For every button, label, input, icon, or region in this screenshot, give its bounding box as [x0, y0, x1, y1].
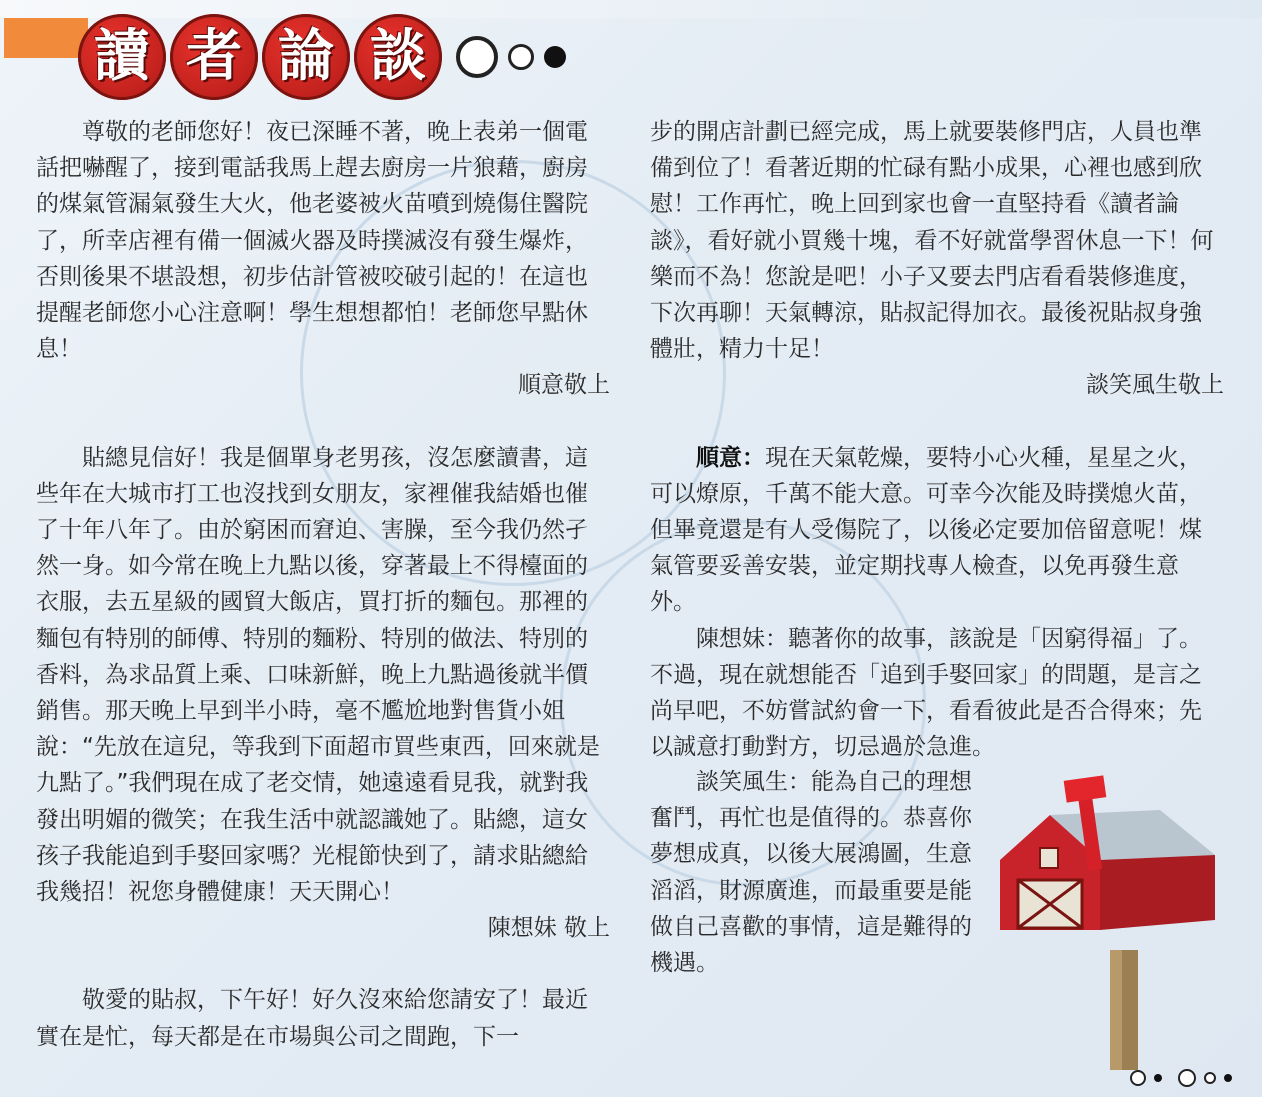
- circle-outline-icon: [456, 36, 498, 78]
- mailbox-side: [1100, 855, 1215, 930]
- circle-filled-icon: [1154, 1074, 1162, 1082]
- title-char: 論: [262, 14, 350, 100]
- circle-outline-icon: [1204, 1072, 1216, 1084]
- mailbox-window: [1040, 848, 1058, 868]
- left-column: [36, 114, 610, 1055]
- reply-text: 聽著你的故事，該說是「因窮得福」了。不過，現在就想能否「追到手娶回家」的問題，是言之尚早吧，不妨嘗試約會一下，看看彼此是否合得來；先以誠意打動對方，切忌過於急進。: [650, 625, 1202, 761]
- circle-outline-icon: [1178, 1069, 1196, 1087]
- circle-outline-icon: [508, 44, 534, 70]
- reply-paragraph: [650, 440, 1224, 621]
- reply-text: 現在天氣乾燥，要特小心火種，星星之火，可以燎原，千萬不能大意。可幸今次能及時撲熄火苗，但畢竟還是有人受傷院了，以後必定要加倍留意呢！煤氣管要妥善安裝，並定期找專人檢查，以免再發生意外。: [650, 444, 1202, 616]
- reply-name: 談笑風生：: [696, 769, 811, 795]
- circle-filled-icon: [1224, 1074, 1232, 1082]
- reply-narrow-block: [650, 764, 972, 981]
- mailbox-post-shadow: [1122, 950, 1138, 1070]
- reply-paragraph: [650, 764, 972, 981]
- mailbox-flag: [1064, 775, 1107, 802]
- right-column: [650, 114, 1224, 765]
- section-title: [78, 14, 566, 100]
- title-char: 談: [354, 14, 442, 100]
- circle-filled-icon: [544, 46, 566, 68]
- bottom-decoration: [1122, 1069, 1232, 1087]
- letter-text: 尊敬的老師您好！夜已深睡不著，晚上表弟一個電話把嚇醒了，接到電話我馬上趕去廚房一片狼藉，廚房的煤氣管漏氣發生大火，他老婆被火苗噴到燒傷住醫院了，所幸店裡有備一個滅火器及時撲滅沒有發生爆炸，否則後果不堪設想，初步估計管被咬破引起的！在這也提醒老師您小心注意啊！學生想想都怕！老師您早點休息！: [36, 119, 588, 363]
- letter-signature: 順意敬上: [518, 372, 610, 399]
- circle-outline-icon: [1130, 1070, 1146, 1086]
- letter-signature: 陳想妹 敬上: [487, 915, 610, 942]
- reply-text: 能為自己的理想奮鬥，再忙也是值得的。恭喜你夢想成真，以後大展鴻圖，生意滔滔，財源廣進，而最重要是能做自己喜歡的事情，這是難得的機遇。: [650, 769, 972, 977]
- mailbox-illustration: [960, 770, 1230, 1070]
- reply-name: 陳想妹：: [696, 625, 788, 652]
- letter-text: 敬愛的貼叔，下午好！好久沒來給您請安了！最近實在是忙，每天都是在市場與公司之間跑，下一: [36, 987, 588, 1050]
- reply-paragraph: [650, 621, 1224, 766]
- title-char: 讀: [78, 14, 166, 100]
- letter-signature: 談笑風生敬上: [1086, 372, 1224, 399]
- title-char: 者: [170, 14, 258, 100]
- letter-text: 步的開店計劃已經完成，馬上就要裝修門店，人員也準備到位了！看著近期的忙碌有點小成果，心裡也感到欣慰！工作再忙，晚上回到家也會一直堅持看《讀者論談》，看好就小買幾十塊，看不好就當學習休息一下！何樂而不為！您說是吧！小子又要去門店看看裝修進度，下次再聊！天氣轉涼，貼叔記得加衣。最後祝貼叔身強體壯，精力十足！: [650, 119, 1214, 363]
- reply-name: 順意：: [696, 444, 765, 471]
- letter-text: 貼總見信好！我是個單身老男孩，沒怎麼讀書，這些年在大城市打工也沒找到女朋友，家裡催我結婚也催了十年八年了。由於窮困而窘迫、害臊，至今我仍然孑然一身。如今常在晚上九點以後，穿著最上不得檯面的衣服，去五星級的國貿大飯店，買打折的麵包。那裡的麵包有特別的師傅、特別的麵粉、特別的做法、特別的香料，為求品質上乘、口味新鮮，晚上九點過後就半價銷售。那天晚上早到半小時，毫不尷尬地對售貨小姐說：“先放在這兒，等我到下面超市買些東西，回來就是九點了。”我們現在成了老交情，她遠遠看見我，就對我發出明媚的微笑；在我生活中就認識她了。貼總，這女孩子我能追到手娶回家嗎？光棍節快到了，請求貼總給我幾招！祝您身體健康！天天開心！: [36, 444, 600, 906]
- orange-accent-bar: [4, 18, 88, 58]
